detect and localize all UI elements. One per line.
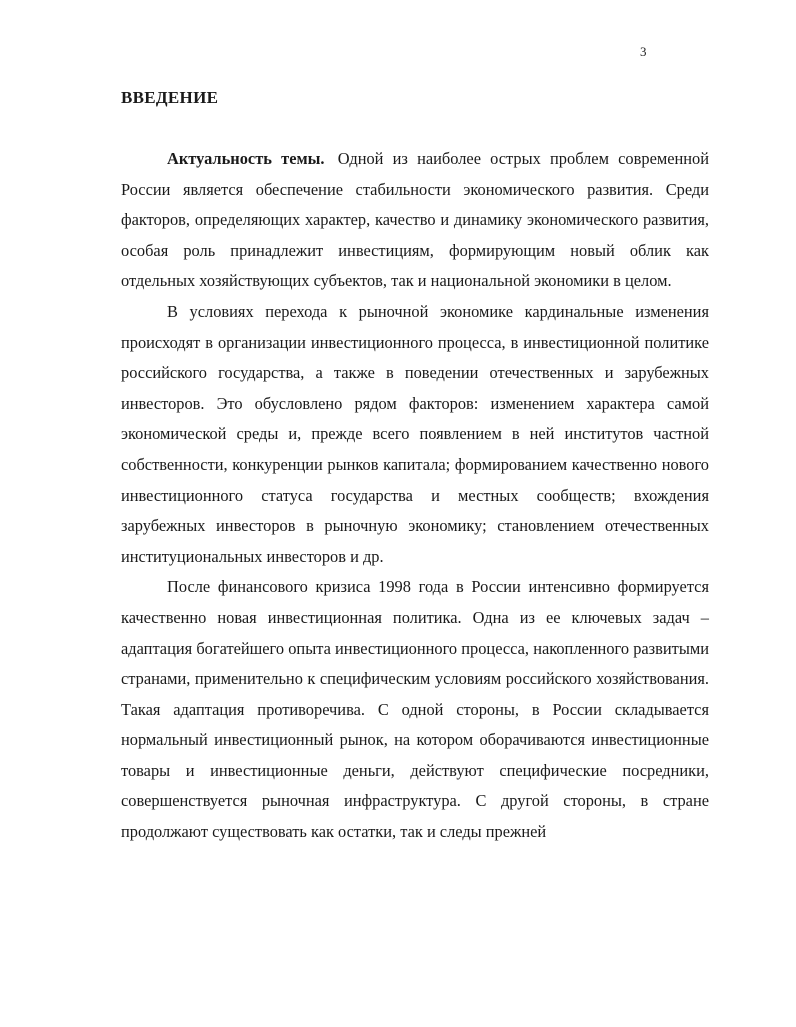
paragraph-text: В условиях перехода к рыночной экономике кардинальные изменения происходят в организации инвестиционного процесса, в инвестиционной политике российского государства, а также в поведении отечественных и зарубежных инвесторов. Это обусловлено рядом факторов: изменением характера самой экономической среды и, прежде всего появлением в ней институтов частной собственности, конкуренции рынков капитала; формированием качественно нового инвестиционного статуса государства и местных сообществ; вхождения зарубежных инвесторов в рыночную экономику; становлением отечественных институциональных инвесторов и др. <box>121 301 709 566</box>
page-number: 3 <box>640 44 647 59</box>
paragraph-text: После финансового кризиса 1998 года в России интенсивно формируется качественно новая инвестиционная политика. Одна из ее ключевых задач – адаптация богатейшего опыта инвестиционного процесса, накопленного развитыми странами, применительно к специфическим условиям российского хозяйствования. Такая адаптация противоречива. С одной стороны, в России складывается нормальный инвестиционный рынок, на котором оборачиваются инвестиционные товары и инвестиционные деньги, действуют специфические посредники, совершенствуется рыночная инфраструктура. С другой стороны, в стране продолжают существовать как остатки, так и следы прежней <box>121 577 709 842</box>
paragraph-lead: Актуальность темы. <box>167 149 325 168</box>
page-title: ВВЕДЕНИЕ <box>121 88 219 107</box>
paragraph-crisis <box>121 572 709 847</box>
paragraph-transition <box>121 297 709 572</box>
body-text <box>121 144 709 848</box>
paragraph-text: Одной из наиболее острых проблем современной России является обеспечение стабильности экономического развития. Среди факторов, определяющих характер, качество и динамику экономического развития, особая роль принадлежит инвестициям, формирующим новый облик как отдельных хозяйствующих субъектов, так и национальной экономики в целом. <box>121 149 709 291</box>
paragraph-relevance <box>121 144 709 297</box>
